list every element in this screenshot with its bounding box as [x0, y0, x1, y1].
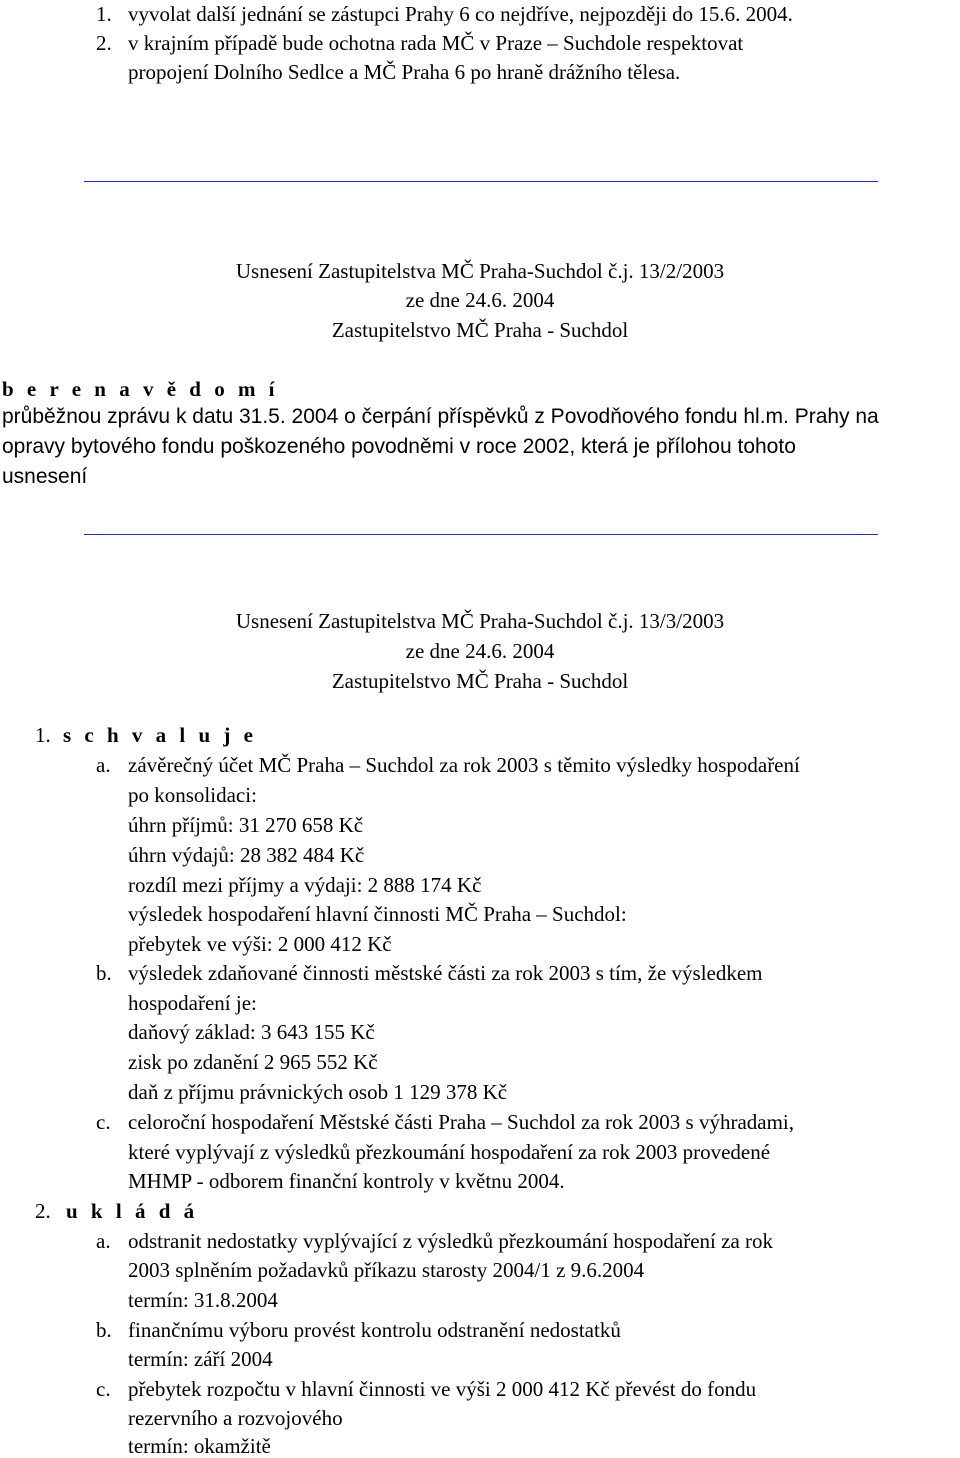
- item-text: 2003 splněním požadavků příkazu starosty 2004/1 z 9.6.2004: [128, 1258, 645, 1282]
- item-text: daňový základ: 3 643 155 Kč: [128, 1020, 375, 1044]
- section-number: 1.: [35, 723, 51, 747]
- item-text: termín: září 2004: [128, 1347, 273, 1371]
- list-number: 1.: [96, 2, 112, 26]
- item-text: výsledek hospodaření hlavní činnosti MČ Praha – Suchdol:: [128, 902, 627, 926]
- section-verb: u k l á d á: [66, 1199, 199, 1223]
- section-number: 2.: [35, 1199, 51, 1223]
- item-letter: c.: [96, 1110, 111, 1134]
- resolution-text: opravy bytového fondu poškozeného povodněmi v roce 2002, která je přílohou tohoto: [2, 435, 796, 458]
- item-text: hospodaření je:: [128, 991, 257, 1015]
- item-text: odstranit nedostatky vyplývající z výsledků přezkoumání hospodaření za rok: [128, 1229, 774, 1253]
- item-text: rozdíl mezi příjmy a výdaji: 2 888 174 Kč: [128, 873, 482, 897]
- item-text: daň z příjmu právnických osob 1 129 378 Kč: [128, 1080, 508, 1104]
- resolution-text: usnesení: [2, 465, 88, 488]
- item-text: MHMP - odborem finanční kontroly v květnu 2004.: [128, 1169, 565, 1193]
- resolution-title: Usnesení Zastupitelstva MČ Praha-Suchdol č.j. 13/3/2003: [235, 609, 725, 633]
- item-text: které vyplývají z výsledků přezkoumání hospodaření za rok 2003 provedené: [128, 1140, 771, 1164]
- item-letter: b.: [96, 1318, 112, 1342]
- item-text: výsledek zdaňované činnosti městské části za rok 2003 s tím, že výsledkem: [128, 961, 763, 985]
- item-text: finančnímu výboru provést kontrolu odstranění nedostatků: [128, 1318, 621, 1342]
- item-text: přebytek rozpočtu v hlavní činnosti ve výši 2 000 412 Kč převést do fondu: [128, 1377, 757, 1401]
- resolution-text: průběžnou zprávu k datu 31.5. 2004 o čerpání příspěvků z Povodňového fondu hl.m. Prahy na: [2, 405, 879, 428]
- item-letter: a.: [96, 1229, 111, 1253]
- item-text: termín: okamžitě: [128, 1434, 271, 1458]
- list-item-text: v krajním případě bude ochotna rada MČ v Praze – Suchdole respektovat: [128, 31, 744, 55]
- item-letter: a.: [96, 753, 111, 777]
- section-verb: s c h v a l u j e: [63, 723, 257, 747]
- item-text: rezervního a rozvojového: [128, 1406, 343, 1430]
- resolution-date: ze dne 24.6. 2004: [405, 639, 555, 663]
- item-text: termín: 31.8.2004: [128, 1288, 278, 1312]
- item-text: celoroční hospodaření Městské části Praha – Suchdol za rok 2003 s výhradami,: [128, 1110, 795, 1134]
- resolution-body-name: Zastupitelstvo MČ Praha - Suchdol: [331, 318, 629, 342]
- resolution-title: Usnesení Zastupitelstva MČ Praha-Suchdol č.j. 13/2/2003: [235, 259, 725, 283]
- item-text: úhrn příjmů: 31 270 658 Kč: [128, 813, 364, 837]
- item-letter: b.: [96, 961, 112, 985]
- list-item-text: vyvolat další jednání se zástupci Prahy 6 co nejdříve, nejpozději do 15.6. 2004.: [128, 2, 793, 26]
- separator-rule: [84, 181, 878, 182]
- list-item-text: propojení Dolního Sedlce a MČ Praha 6 po hraně drážního tělesa.: [128, 60, 681, 84]
- item-letter: c.: [96, 1377, 111, 1401]
- item-text: závěrečný účet MČ Praha – Suchdol za rok 2003 s těmito výsledky hospodaření: [128, 753, 800, 777]
- list-number: 2.: [96, 31, 112, 55]
- resolution-body-name: Zastupitelstvo MČ Praha - Suchdol: [331, 669, 629, 693]
- item-text: úhrn výdajů: 28 382 484 Kč: [128, 843, 365, 867]
- resolution-verb: b e r e n a v ě d o m í: [2, 377, 279, 401]
- separator-rule: [84, 534, 878, 535]
- item-text: přebytek ve výši: 2 000 412 Kč: [128, 932, 392, 956]
- item-text: zisk po zdanění 2 965 552 Kč: [128, 1050, 378, 1074]
- item-text: po konsolidaci:: [128, 783, 257, 807]
- resolution-date: ze dne 24.6. 2004: [405, 288, 555, 312]
